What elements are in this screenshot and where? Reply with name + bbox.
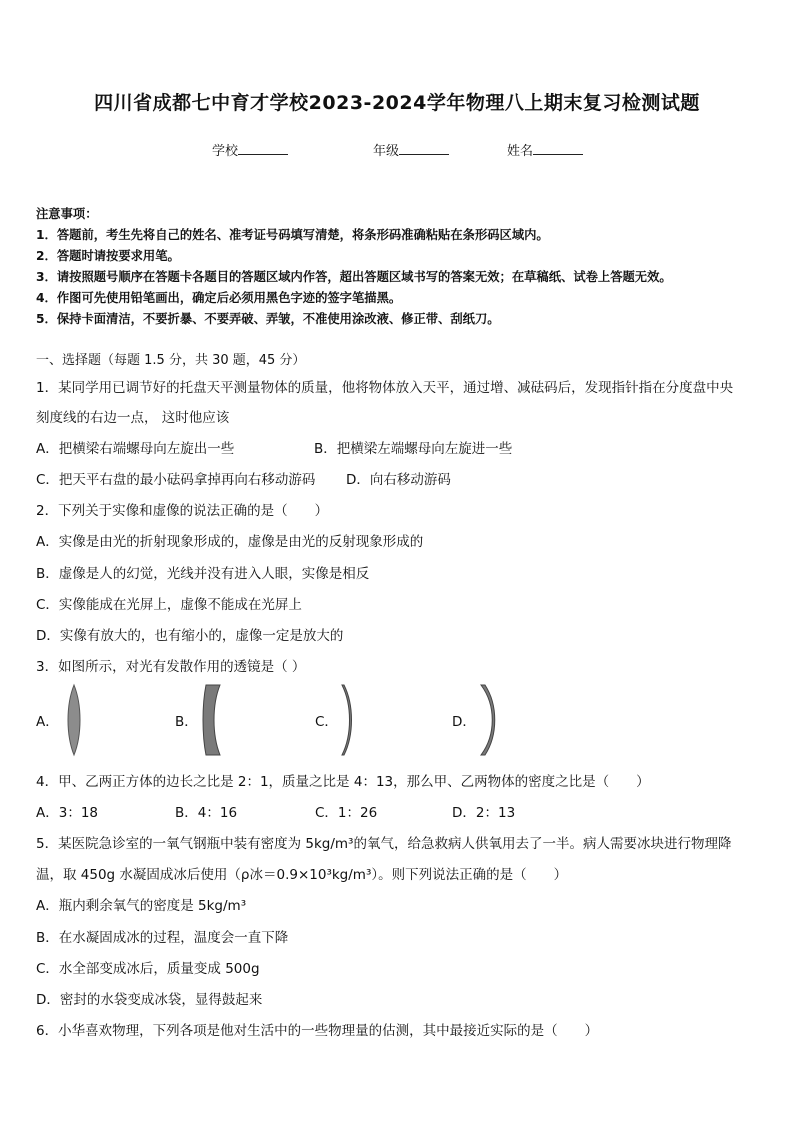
school-blank[interactable] (238, 142, 288, 155)
note-item: 5．保持卡面清洁，不要折暴、不要弄破、弄皱，不准使用涂改液、修正带、刮纸刀。 (36, 312, 500, 326)
q5-stem-line2: 温，取 450g 水凝固成冰后使用（ρ冰＝0.9×10³kg/m³）。则下列说法正确的是（ ） (36, 867, 568, 883)
grade-field[interactable] (373, 140, 449, 159)
q4-option-d[interactable]: D．2：13 (452, 805, 516, 821)
q5-option-a[interactable]: A．瓶内剩余氧气的密度是 5kg/m³ (36, 898, 247, 914)
q4-option-b[interactable]: B．4：16 (175, 805, 238, 821)
q1-option-b[interactable]: B．把横梁左端螺母向左旋进一些 (314, 441, 513, 457)
note-item: 3．请按照题号顺序在答题卡各题目的答题区域内作答，超出答题区域书写的答案无效；在草稿纸、试卷上答题无效。 (36, 270, 672, 284)
section-heading: 一、选择题（每题 1.5 分，共 30 题，45 分） (36, 353, 306, 368)
page-title: 四川省成都七中育才学校2023-2024学年物理八上期末复习检测试题 (94, 92, 700, 114)
name-field[interactable] (507, 140, 583, 159)
q5-option-c[interactable]: C．水全部变成冰后，质量变成 500g (36, 961, 260, 977)
q6-stem: 6．小华喜欢物理，下列各项是他对生活中的一些物理量的估测，其中最接近实际的是（ ） (36, 1023, 599, 1039)
note-item: 2．答题时请按要求用笔。 (36, 249, 180, 263)
school-label: 学校 (212, 144, 239, 159)
plano-convex-lens-icon (338, 683, 358, 757)
q5-option-d[interactable]: D．密封的水袋变成冰袋，显得鼓起来 (36, 992, 263, 1008)
note-item: 4．作图可先使用铅笔画出，确定后必须用黑色字迹的签字笔描黑。 (36, 291, 402, 305)
grade-blank[interactable] (399, 142, 449, 155)
q5-stem-line1: 5．某医院急诊室的一氧气钢瓶中装有密度为 5kg/m³的氧气，给急救病人供氧用去了一半。病人需要冰块进行物理降 (36, 836, 732, 852)
q4-stem: 4．甲、乙两正方体的边长之比是 2：1，质量之比是 4：13，那么甲、乙两物体的密度之比是（ ） (36, 774, 650, 790)
school-field[interactable] (212, 140, 288, 159)
q1-option-c[interactable]: C．把天平右盘的最小砝码拿掉再向右移动游码 (36, 472, 316, 488)
q3-stem: 3．如图所示，对光有发散作用的透镜是（ ） (36, 659, 306, 675)
q3-option-b[interactable]: B． (175, 714, 198, 730)
convex-lens-icon (64, 683, 84, 757)
q4-option-c[interactable]: C．1：26 (315, 805, 378, 821)
note-item: 1．答题前，考生先将自己的姓名、准考证号码填写清楚，将条形码准确粘贴在条形码区域内。 (36, 228, 549, 242)
q2-option-d[interactable]: D．实像有放大的，也有缩小的，虚像一定是放大的 (36, 628, 344, 644)
q5-option-b[interactable]: B．在水凝固成冰的过程，温度会一直下降 (36, 930, 289, 946)
concave-lens-icon (200, 683, 224, 757)
notes-heading: 注意事项： (36, 207, 98, 221)
q1-option-d[interactable]: D．向右移动游码 (346, 472, 451, 488)
q2-stem: 2．下列关于实像和虚像的说法正确的是（ ） (36, 503, 329, 519)
q1-option-a[interactable]: A．把横梁右端螺母向左旋出一些 (36, 441, 235, 457)
q3-option-a[interactable]: A． (36, 714, 59, 730)
convex-meniscus-lens-icon (476, 683, 500, 757)
name-blank[interactable] (533, 142, 583, 155)
q4-option-a[interactable]: A．3：18 (36, 805, 99, 821)
q2-option-c[interactable]: C．实像能成在光屏上，虚像不能成在光屏上 (36, 597, 302, 613)
q2-option-b[interactable]: B．虚像是人的幻觉，光线并没有进入人眼，实像是相反 (36, 566, 370, 582)
q1-stem-line1: 1．某同学用已调节好的托盘天平测量物体的质量，他将物体放入天平，通过增、减砝码后，发现指针指在分度盘中央 (36, 380, 734, 396)
q1-stem-line2: 刻度线的右边一点， 这时他应该 (36, 410, 230, 426)
q2-option-a[interactable]: A．实像是由光的折射现象形成的，虚像是由光的反射现象形成的 (36, 534, 424, 550)
q3-option-c[interactable]: C． (315, 714, 338, 730)
q3-option-d[interactable]: D． (452, 714, 476, 730)
name-label: 姓名 (507, 144, 534, 159)
grade-label: 年级 (373, 144, 400, 159)
